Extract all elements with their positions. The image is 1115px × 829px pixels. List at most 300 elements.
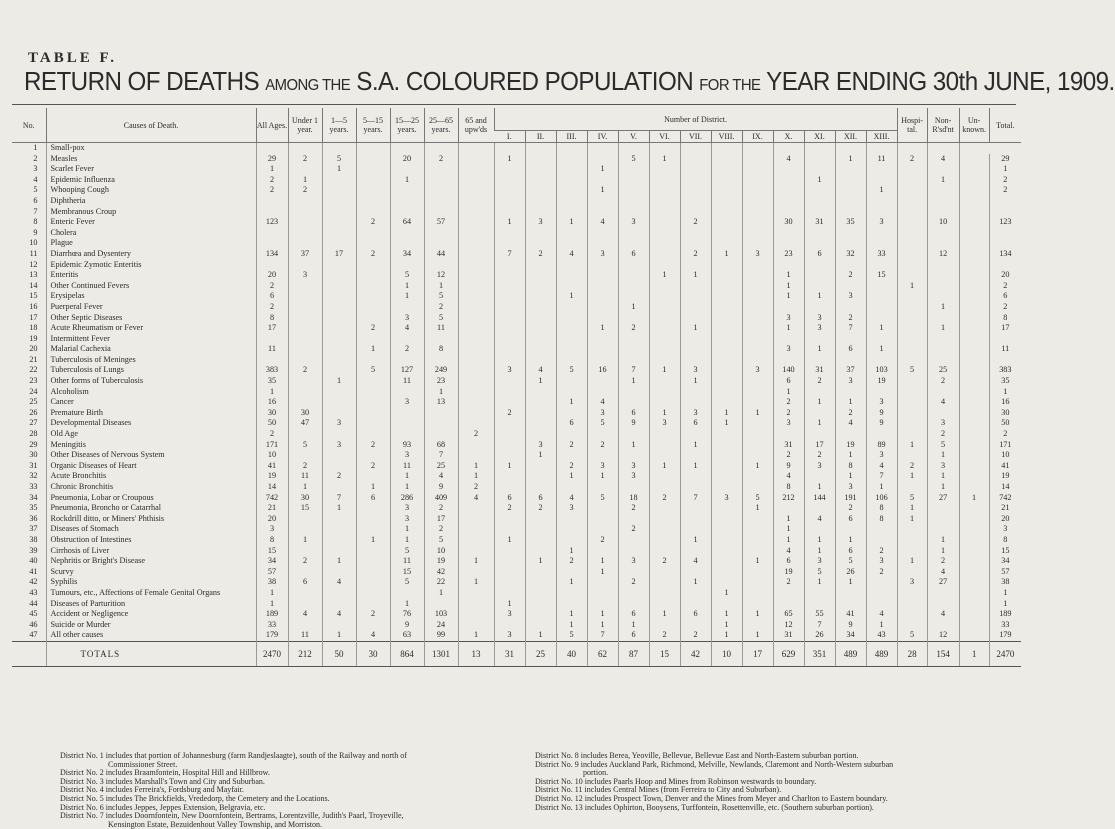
cause-name: Tuberculosis of Lungs — [46, 365, 256, 376]
cell-value: 2 — [256, 185, 288, 196]
cause-name: Puerperal Fever — [46, 302, 256, 313]
cell-value: 8 — [424, 344, 458, 355]
cell-value: 25 — [424, 461, 458, 472]
cell-value: 1 — [835, 535, 866, 546]
cell-value — [556, 175, 587, 186]
col-district: IX. — [742, 131, 773, 143]
total-value: 40 — [556, 641, 587, 666]
cell-value — [458, 164, 494, 175]
cell-value: 57 — [989, 567, 1021, 578]
cell-value: 1 — [587, 609, 618, 620]
cell-value — [256, 260, 288, 271]
cell-value — [618, 355, 649, 366]
cell-value — [525, 514, 556, 525]
row-number: 18 — [29, 323, 38, 333]
row-number: 32 — [29, 471, 38, 481]
cell-value — [322, 143, 356, 154]
cell-value — [494, 588, 525, 599]
cell-value — [356, 429, 390, 440]
cell-value — [835, 355, 866, 366]
cell-value — [458, 260, 494, 271]
row-number: 8 — [33, 217, 38, 227]
cell-value: 106 — [866, 493, 897, 504]
cell-value — [458, 440, 494, 451]
cell-value: 3 — [835, 291, 866, 302]
cell-value: 1 — [773, 514, 804, 525]
cell-value: 2 — [256, 281, 288, 292]
table-row — [12, 154, 1021, 165]
cell-value — [618, 228, 649, 239]
cell-value: 29 — [989, 154, 1021, 165]
cell-value — [390, 408, 424, 419]
cell-value — [711, 164, 742, 175]
cell-value — [458, 217, 494, 228]
cell-value — [458, 567, 494, 578]
cell-value — [680, 334, 711, 345]
cell-value — [587, 599, 618, 610]
cell-value — [742, 514, 773, 525]
cell-value: 189 — [989, 609, 1021, 620]
cell-value: 93 — [390, 440, 424, 451]
cell-value: 15 — [390, 567, 424, 578]
cell-value: 50 — [256, 418, 288, 429]
cell-value: 1 — [866, 620, 897, 631]
cell-value — [458, 196, 494, 207]
cell-value — [618, 238, 649, 249]
cell-value — [458, 503, 494, 514]
cell-value: 35 — [256, 376, 288, 387]
cell-value: 1 — [587, 323, 618, 334]
cell-value — [711, 143, 742, 154]
cell-value: 3 — [773, 418, 804, 429]
cell-value: 1 — [773, 524, 804, 535]
cell-value — [711, 546, 742, 557]
cell-value — [897, 482, 927, 493]
cell-value: 1 — [649, 408, 680, 419]
cell-value — [680, 514, 711, 525]
cell-value — [649, 387, 680, 398]
cell-value: 1 — [556, 217, 587, 228]
cell-value: 1 — [680, 440, 711, 451]
cell-value: 11 — [390, 461, 424, 472]
cell-value — [525, 546, 556, 557]
cell-value — [587, 588, 618, 599]
table-row — [12, 514, 1021, 525]
total-value: 154 — [927, 641, 959, 666]
cell-value — [288, 228, 322, 239]
cell-value — [927, 514, 959, 525]
cell-value — [390, 355, 424, 366]
cell-value — [618, 281, 649, 292]
cell-value: 1 — [618, 620, 649, 631]
cell-value — [587, 238, 618, 249]
cell-value: 5 — [390, 270, 424, 281]
cell-value: 30 — [288, 408, 322, 419]
cell-value: 1 — [649, 461, 680, 472]
cell-value — [356, 408, 390, 419]
row-number: 2 — [33, 153, 38, 163]
cell-value: 4 — [390, 323, 424, 334]
cell-value — [556, 334, 587, 345]
cell-value — [494, 397, 525, 408]
cell-value: 8 — [835, 461, 866, 472]
cell-value — [680, 387, 711, 398]
cell-value: 2 — [897, 154, 927, 165]
cell-value — [322, 302, 356, 313]
cell-value — [525, 143, 556, 154]
cell-value — [989, 228, 1021, 239]
row-number: 13 — [29, 270, 38, 280]
cell-value: 3 — [494, 365, 525, 376]
table-row — [12, 344, 1021, 355]
cause-name: Diseases of Stomach — [46, 524, 256, 535]
cause-name: Syphilis — [46, 577, 256, 588]
cell-value — [680, 185, 711, 196]
table-body — [12, 143, 1021, 667]
cell-value: 29 — [256, 154, 288, 165]
cell-value: 1 — [804, 535, 835, 546]
cell-value: 2 — [424, 154, 458, 165]
cell-value: 14 — [256, 482, 288, 493]
cell-value — [458, 546, 494, 557]
cell-value — [742, 440, 773, 451]
cell-value: 1 — [424, 281, 458, 292]
cell-value — [556, 376, 587, 387]
cell-value — [494, 376, 525, 387]
cell-value — [288, 567, 322, 578]
cause-name: Diseases of Parturition — [46, 599, 256, 610]
cell-value — [649, 260, 680, 271]
cell-value — [711, 482, 742, 493]
cell-value — [927, 588, 959, 599]
cell-value: 1 — [804, 418, 835, 429]
cell-value — [927, 270, 959, 281]
total-value: 629 — [773, 641, 804, 666]
cell-value: 1 — [711, 630, 742, 641]
cell-value: 9 — [773, 461, 804, 472]
cell-value: 5 — [927, 440, 959, 451]
cell-value — [322, 323, 356, 334]
table-row — [12, 387, 1021, 398]
cell-value — [804, 599, 835, 610]
cell-value — [288, 302, 322, 313]
cell-value — [897, 344, 927, 355]
cell-value — [649, 238, 680, 249]
cell-value: 19 — [773, 567, 804, 578]
cell-value — [835, 143, 866, 154]
cell-value — [804, 408, 835, 419]
cell-value — [288, 334, 322, 345]
cell-value: 5 — [897, 365, 927, 376]
cell-value — [525, 429, 556, 440]
table-row — [12, 270, 1021, 281]
cell-value — [288, 524, 322, 535]
cause-name: Alcoholism — [46, 387, 256, 398]
cell-value: 2 — [989, 302, 1021, 313]
cell-value — [356, 503, 390, 514]
cell-value — [556, 323, 587, 334]
cell-value: 2 — [927, 556, 959, 567]
cell-value: 1 — [390, 535, 424, 546]
cell-value — [618, 482, 649, 493]
cell-value — [680, 164, 711, 175]
cell-value: 8 — [989, 313, 1021, 324]
row-number: 27 — [29, 418, 38, 428]
cell-value: 1 — [256, 387, 288, 398]
cell-value: 2 — [989, 281, 1021, 292]
cell-value: 1 — [927, 482, 959, 493]
cell-value — [587, 334, 618, 345]
cell-value: 1 — [256, 164, 288, 175]
row-number: 45 — [29, 609, 38, 619]
cell-value: 2 — [804, 450, 835, 461]
col-under1: Under 1 year. — [288, 108, 322, 143]
cell-value: 89 — [866, 440, 897, 451]
cell-value — [959, 609, 989, 620]
notes-right — [535, 752, 1015, 812]
cell-value — [649, 524, 680, 535]
cell-value: 4 — [356, 630, 390, 641]
cell-value — [866, 175, 897, 186]
cell-value — [866, 524, 897, 535]
cell-value — [322, 260, 356, 271]
cell-value — [618, 599, 649, 610]
cell-value — [742, 429, 773, 440]
cell-value: 1 — [288, 535, 322, 546]
cell-value: 1 — [458, 471, 494, 482]
cell-value — [587, 524, 618, 535]
cell-value — [959, 546, 989, 557]
cell-value: 9 — [390, 620, 424, 631]
table-row — [12, 376, 1021, 387]
cell-value: 11 — [288, 630, 322, 641]
cell-value — [866, 577, 897, 588]
cell-value — [525, 185, 556, 196]
cell-value — [356, 291, 390, 302]
cell-value: 286 — [390, 493, 424, 504]
cell-value — [711, 471, 742, 482]
cell-value: 5 — [556, 365, 587, 376]
cell-value: 30 — [989, 408, 1021, 419]
title-part-3: S.A. COLOURED POPULATION — [356, 66, 694, 96]
cell-value: 6 — [804, 249, 835, 260]
cell-value — [458, 514, 494, 525]
cell-value — [288, 376, 322, 387]
cell-value: 4 — [927, 397, 959, 408]
cell-value — [866, 387, 897, 398]
cell-value: 3 — [711, 493, 742, 504]
cell-value — [556, 185, 587, 196]
cell-value — [494, 344, 525, 355]
cell-value — [959, 482, 989, 493]
cell-value — [773, 228, 804, 239]
cell-value — [742, 260, 773, 271]
cell-value: 2 — [804, 376, 835, 387]
cell-value — [458, 365, 494, 376]
cell-value: 1 — [649, 609, 680, 620]
cell-value: 1 — [897, 514, 927, 525]
cell-value — [390, 238, 424, 249]
cell-value: 1 — [742, 609, 773, 620]
cell-value — [288, 196, 322, 207]
cell-value — [680, 281, 711, 292]
cell-value — [525, 302, 556, 313]
total-value: 1 — [959, 641, 989, 666]
cell-value — [835, 302, 866, 313]
cell-value: 2 — [618, 323, 649, 334]
cell-value: 20 — [256, 270, 288, 281]
cell-value — [525, 291, 556, 302]
cell-value — [804, 387, 835, 398]
cell-value — [525, 334, 556, 345]
cell-value: 17 — [322, 249, 356, 260]
cell-value — [804, 524, 835, 535]
cell-value — [959, 365, 989, 376]
cell-value — [649, 620, 680, 631]
cell-value: 1 — [556, 620, 587, 631]
cell-value — [835, 260, 866, 271]
cell-value — [458, 175, 494, 186]
cell-value — [804, 334, 835, 345]
cell-value — [927, 281, 959, 292]
cell-value — [390, 207, 424, 218]
table-row — [12, 408, 1021, 419]
cell-value — [866, 429, 897, 440]
cell-value — [989, 207, 1021, 218]
cell-value: 1 — [866, 344, 897, 355]
cell-value: 12 — [424, 270, 458, 281]
cell-value: 57 — [424, 217, 458, 228]
cell-value — [711, 599, 742, 610]
table-row — [12, 175, 1021, 186]
cell-value: 1 — [322, 630, 356, 641]
cell-value — [556, 482, 587, 493]
cell-value — [494, 238, 525, 249]
cell-value — [680, 207, 711, 218]
cell-value — [866, 143, 897, 154]
cell-value — [525, 471, 556, 482]
cell-value — [525, 588, 556, 599]
cell-value: 1 — [649, 154, 680, 165]
cause-name: Old Age — [46, 429, 256, 440]
cell-value: 8 — [866, 503, 897, 514]
cell-value: 6 — [618, 630, 649, 641]
cell-value: 1 — [525, 376, 556, 387]
total-value: 50 — [322, 641, 356, 666]
cell-value — [458, 535, 494, 546]
cell-value — [927, 196, 959, 207]
cell-value — [804, 588, 835, 599]
cell-value — [804, 238, 835, 249]
cell-value — [390, 418, 424, 429]
cell-value — [711, 313, 742, 324]
cell-value — [959, 344, 989, 355]
cell-value — [742, 450, 773, 461]
cell-value: 8 — [773, 482, 804, 493]
cell-value — [424, 207, 458, 218]
cell-value — [742, 577, 773, 588]
cell-value — [525, 609, 556, 620]
cell-value — [959, 556, 989, 567]
cell-value — [897, 164, 927, 175]
cell-value: 4 — [773, 154, 804, 165]
cell-value: 1 — [773, 270, 804, 281]
cell-value — [356, 588, 390, 599]
cell-value — [711, 334, 742, 345]
total-value: 25 — [525, 641, 556, 666]
cell-value — [587, 175, 618, 186]
cell-value — [494, 387, 525, 398]
cell-value — [322, 429, 356, 440]
cell-value: 1 — [835, 397, 866, 408]
note-line: District No. 6 includes Jeppes, Jeppes Extension, Belgravia, etc. — [60, 802, 266, 812]
row-number: 11 — [29, 248, 38, 258]
col-district: III. — [556, 131, 587, 143]
cell-value: 212 — [773, 493, 804, 504]
cell-value — [649, 440, 680, 451]
cell-value: 1 — [356, 344, 390, 355]
cell-value — [618, 207, 649, 218]
cell-value: 1 — [989, 164, 1021, 175]
total-value: 28 — [897, 641, 927, 666]
cell-value — [587, 207, 618, 218]
cell-value — [494, 450, 525, 461]
table-row — [12, 323, 1021, 334]
cell-value: 44 — [424, 249, 458, 260]
cell-value — [835, 228, 866, 239]
cell-value: 179 — [989, 630, 1021, 641]
note-line: District No. 9 includes Auckland Park, Richmond, Melville, Newlands, Claremont and North-Western suburban — [535, 759, 894, 769]
cell-value: 1 — [989, 588, 1021, 599]
cell-value — [356, 556, 390, 567]
cell-value: 3 — [587, 249, 618, 260]
cell-value: 1 — [458, 577, 494, 588]
cell-value: 19 — [835, 440, 866, 451]
cell-value — [494, 334, 525, 345]
cell-value — [556, 164, 587, 175]
cell-value — [556, 196, 587, 207]
cell-value — [390, 228, 424, 239]
row-number: 37 — [29, 524, 38, 534]
cell-value: 1 — [390, 175, 424, 186]
cell-value — [897, 609, 927, 620]
cell-value — [773, 302, 804, 313]
cell-value: 144 — [804, 493, 835, 504]
cell-value — [804, 270, 835, 281]
cell-value — [959, 238, 989, 249]
cell-value — [927, 313, 959, 324]
cell-value: 134 — [989, 249, 1021, 260]
totals-spacer — [12, 641, 46, 666]
cell-value — [959, 323, 989, 334]
cell-value — [742, 185, 773, 196]
cell-value: 2 — [424, 524, 458, 535]
cell-value: 4 — [587, 217, 618, 228]
cell-value: 3 — [866, 397, 897, 408]
cell-value — [959, 418, 989, 429]
cell-value — [618, 567, 649, 578]
cell-value — [458, 238, 494, 249]
cell-value — [587, 577, 618, 588]
cause-name: Plague — [46, 238, 256, 249]
cell-value — [458, 270, 494, 281]
cell-value — [587, 143, 618, 154]
cell-value: 3 — [773, 344, 804, 355]
cell-value: 2 — [256, 175, 288, 186]
cell-value — [494, 164, 525, 175]
cell-value: 1 — [711, 609, 742, 620]
table-row — [12, 196, 1021, 207]
